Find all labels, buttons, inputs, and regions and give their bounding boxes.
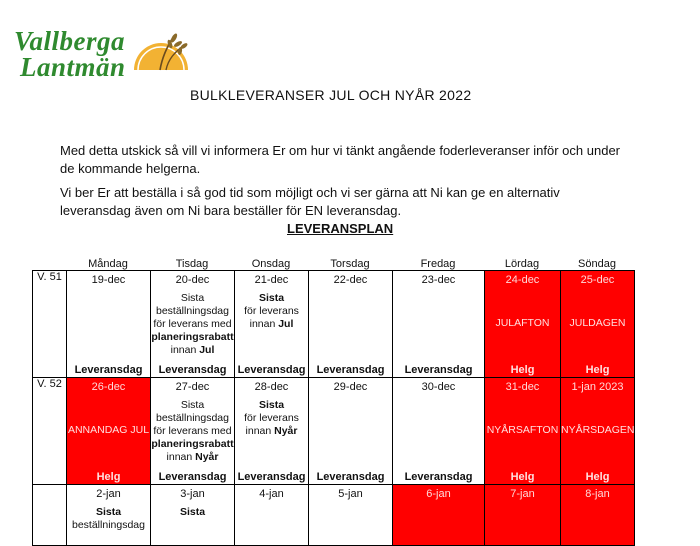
delivery-day-label: Leveransdag: [316, 364, 385, 376]
day-date: 28-dec: [254, 381, 289, 393]
weekday-3: Onsdag: [251, 258, 291, 270]
day-date: 22-dec: [333, 274, 368, 286]
day-date: 23-dec: [421, 274, 456, 286]
day-date: 27-dec: [175, 381, 210, 393]
day-cell: [235, 271, 309, 378]
weekend-label: Helg: [510, 364, 535, 376]
order-deadline-note: [151, 399, 234, 464]
day-cell: [309, 378, 393, 485]
day-date: 7-jan: [510, 488, 535, 500]
logo-text-line2: Lantmän: [20, 52, 126, 82]
day-date: 20-dec: [175, 274, 210, 286]
day-date: 26-dec: [91, 381, 126, 393]
delivery-day-label: Leveransdag: [74, 364, 143, 376]
week-label: V. 51: [33, 271, 67, 378]
document-title: BULKLEVERANSER JUL OCH NYÅR 2022: [190, 87, 472, 103]
order-deadline-note: [67, 506, 150, 532]
day-cell: [485, 271, 561, 378]
day-date: 1-jan 2023: [571, 381, 624, 393]
note-end: Nyår: [274, 425, 298, 437]
day-cell: [309, 485, 393, 546]
order-deadline-note: [151, 506, 234, 519]
note-post: innan: [170, 344, 200, 356]
week-row: [33, 378, 635, 485]
delivery-day-label: Leveransdag: [404, 364, 473, 376]
weekend-label: Helg: [96, 471, 121, 483]
schedule-heading: LEVERANSPLAN: [287, 221, 394, 236]
day-cell: [393, 378, 485, 485]
weekday-7: Söndag: [578, 258, 616, 270]
note-title: Sista: [95, 506, 122, 518]
note-bold: planeringsrabatt: [151, 331, 234, 343]
holiday-name: JULAFTON: [495, 317, 550, 329]
note-title: Sista: [258, 399, 285, 411]
holiday-name: ANNANDAG JUL: [67, 424, 150, 436]
note-pre: för leverans innan: [244, 305, 299, 330]
day-cell: [67, 378, 151, 485]
day-cell: [67, 271, 151, 378]
note-title: Sista: [179, 506, 206, 518]
day-date: 2-jan: [96, 488, 121, 500]
day-cell: [393, 485, 485, 546]
order-deadline-note: [235, 399, 308, 438]
day-date: 6-jan: [426, 488, 451, 500]
day-cell: [561, 485, 635, 546]
note-end: Jul: [278, 318, 294, 330]
delivery-day-label: Leveransdag: [316, 471, 385, 483]
weekend-label: Helg: [510, 471, 535, 483]
holiday-name: JULDAGEN: [569, 317, 626, 329]
note-title: Sista: [258, 292, 285, 304]
delivery-calendar: [32, 270, 635, 546]
note-end: Nyår: [195, 451, 219, 463]
weekend-label: Helg: [585, 471, 610, 483]
day-date: 19-dec: [91, 274, 126, 286]
day-date: 30-dec: [421, 381, 456, 393]
day-cell: [561, 378, 635, 485]
day-cell: [151, 271, 235, 378]
day-cell: [67, 485, 151, 546]
day-date: 8-jan: [585, 488, 610, 500]
week-row: [33, 485, 635, 546]
day-date: 4-jan: [259, 488, 284, 500]
note-pre: beställningsdag: [72, 519, 145, 531]
order-deadline-note: [235, 292, 308, 331]
wheat-sun-icon: [130, 32, 192, 72]
note-pre: Sista beställningsdag för leverans med: [153, 399, 232, 437]
day-date: 5-jan: [338, 488, 363, 500]
day-date: 21-dec: [254, 274, 289, 286]
weekend-label: Helg: [585, 364, 610, 376]
weekday-6: Lördag: [504, 258, 540, 270]
company-logo: [12, 22, 187, 88]
note-bold: planeringsrabatt: [151, 438, 234, 450]
note-post: innan: [166, 451, 196, 463]
note-pre: Sista beställningsdag för leverans med: [153, 292, 232, 330]
holiday-name: NYÅRSAFTON: [486, 424, 559, 436]
day-cell: [393, 271, 485, 378]
day-cell: [485, 485, 561, 546]
delivery-day-label: Leveransdag: [237, 471, 306, 483]
delivery-day-label: Leveransdag: [158, 364, 227, 376]
weekday-1: Måndag: [88, 258, 128, 270]
order-deadline-note: [151, 292, 234, 357]
delivery-day-label: Leveransdag: [404, 471, 473, 483]
weekday-4: Torsdag: [330, 258, 370, 270]
holiday-name: NYÅRSDAGEN: [561, 424, 635, 436]
day-cell: [235, 485, 309, 546]
day-cell: [309, 271, 393, 378]
weekday-5: Fredag: [420, 258, 456, 270]
day-date: 31-dec: [505, 381, 540, 393]
note-end: Jul: [199, 344, 215, 356]
week-label: V. 52: [33, 378, 67, 485]
day-date: 3-jan: [180, 488, 205, 500]
delivery-day-label: Leveransdag: [158, 471, 227, 483]
day-cell: [235, 378, 309, 485]
note-pre: för leverans innan: [244, 412, 299, 437]
day-date: 29-dec: [333, 381, 368, 393]
request-paragraph: Vi ber Er att beställa i så god tid som möjligt och vi ser gärna att Ni kan ge en alternativ leveransdag även om Ni bara beställer för EN leveransdag.: [60, 185, 560, 218]
week-label: [33, 485, 67, 546]
day-cell: [485, 378, 561, 485]
week-row: [33, 271, 635, 378]
day-date: 25-dec: [580, 274, 615, 286]
logo-text-line1: Vallberga: [14, 26, 126, 56]
weekday-2: Tisdag: [175, 258, 209, 270]
intro-paragraph: Med detta utskick så vill vi informera Er om hur vi tänkt angående foderleveranser inför och under de kommande helgerna.: [60, 143, 620, 176]
day-date: 24-dec: [505, 274, 540, 286]
day-cell: [151, 378, 235, 485]
delivery-day-label: Leveransdag: [237, 364, 306, 376]
day-cell: [561, 271, 635, 378]
day-cell: [151, 485, 235, 546]
